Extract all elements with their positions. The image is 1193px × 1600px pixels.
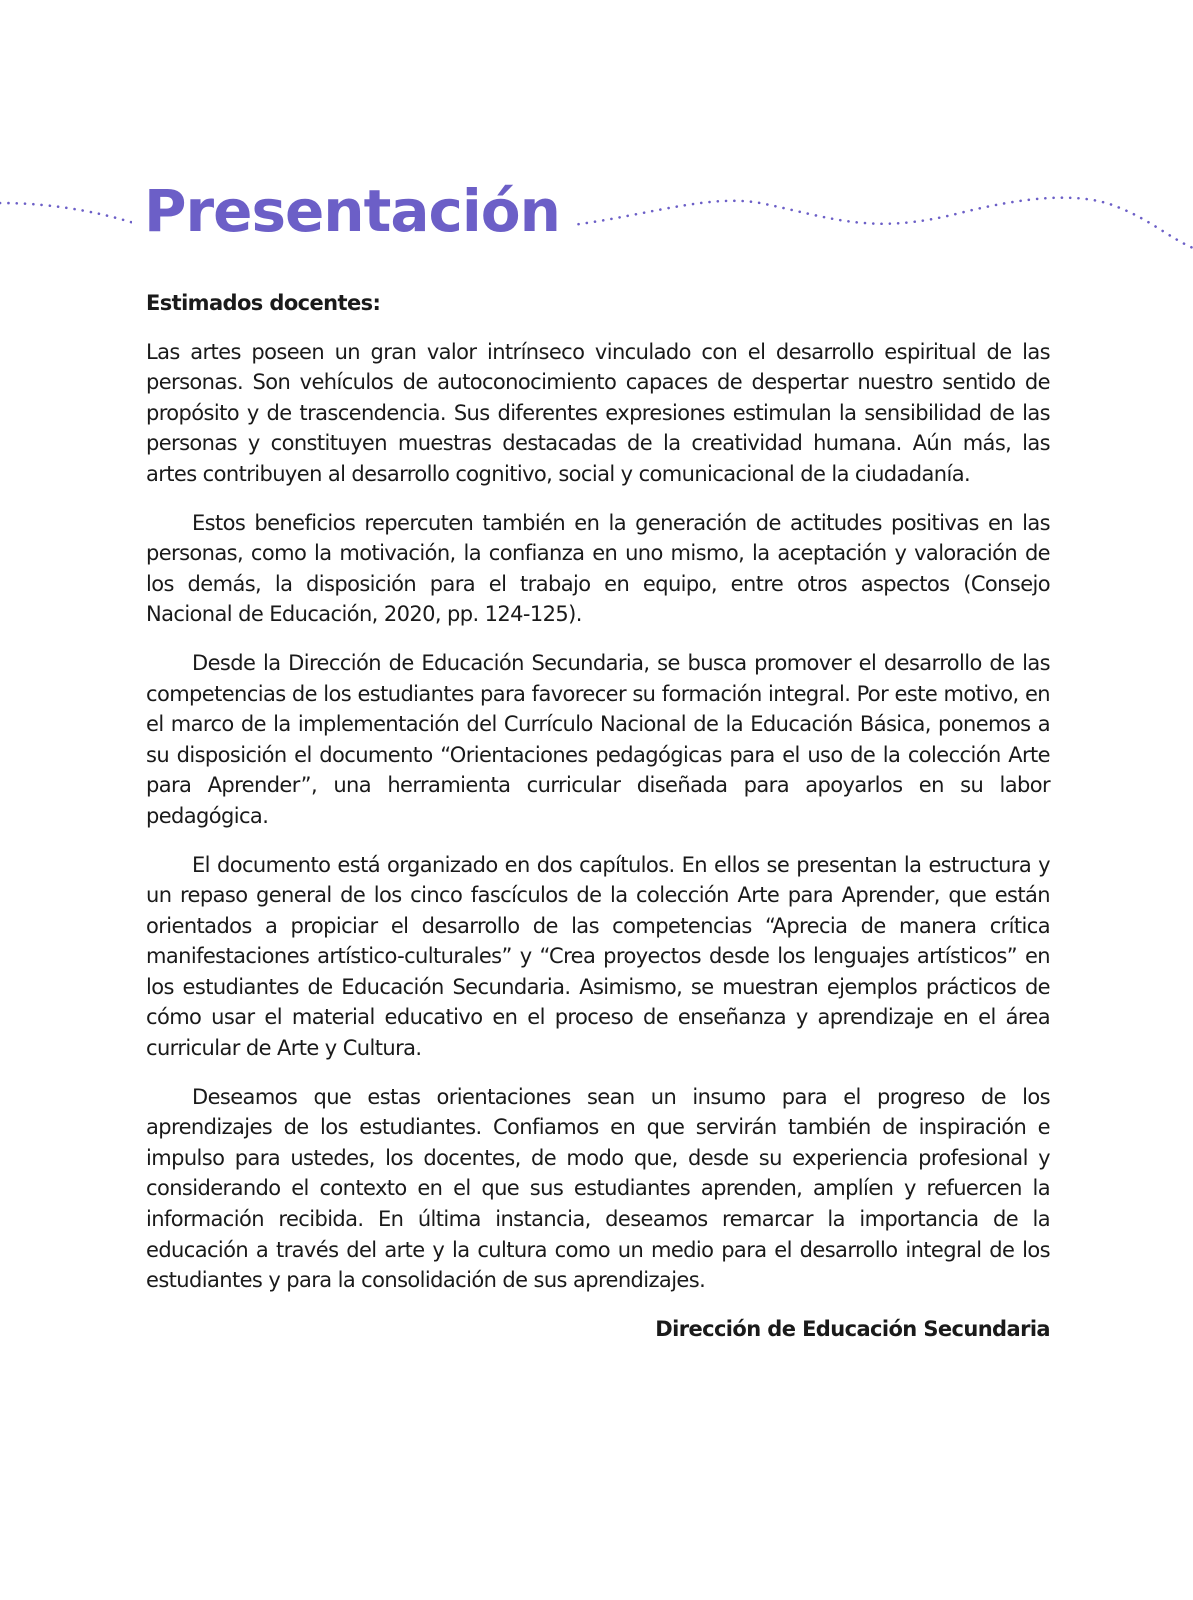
salutation: Estimados docentes: (146, 291, 381, 315)
signature: Dirección de Educación Secundaria (655, 1316, 1050, 1341)
paragraph-5: Deseamos que estas orientaciones sean un insumo para el progreso de los aprendizajes de los estudiantes. Confiamos en que servirán también de inspiración e impulso para ustedes, los docentes, de modo que, desde su experiencia profesional y considerando el contexto en el que sus estudiantes aprenden, amplíen y refuercen la información recibida. En última instancia, deseamos remarcar la importancia de la educación a través del arte y la cultura como un medio para el desarrollo integral de los estudiantes y para la consolidación de sus aprendizajes. (146, 1084, 1050, 1293)
presentation-body (146, 288, 1050, 1344)
paragraph-2: Estos beneficios repercuten también en la generación de actitudes positivas en las personas, como la motivación, la confianza en uno mismo, la aceptación y valoración de los demás, la disposición para el trabajo en equipo, entre otros aspectos (Consejo Nacional de Educación, 2020, pp. 124-125). (146, 510, 1050, 627)
paragraph-4: El documento está organizado en dos capítulos. En ellos se presentan la estructura y un repaso general de los cinco fascículos de la colección Arte para Aprender, que están orientados a propiciar el desarrollo de las competencias “Aprecia de manera crítica manifestaciones artístico-culturales” y “Crea proyectos desde los lenguajes artísticos” en los estudiantes de Educación Secundaria. Asimismo, se muestran ejemplos prácticos de cómo usar el material educativo en el proceso de enseñanza y aprendizaje en el área curricular de Arte y Cultura. (146, 852, 1050, 1061)
page-title: Presentación (132, 176, 572, 246)
paragraph-3: Desde la Dirección de Educación Secundaria, se busca promover el desarrollo de las competencias de los estudiantes para favorecer su formación integral. Por este motivo, en el marco de la implementación del Currículo Nacional de la Educación Básica, ponemos a su disposición el documento “Orientaciones pedagógicas para el uso de la colección Arte para Aprender”, una herramienta curricular diseñada para apoyarlos en su labor pedagógica. (146, 650, 1050, 828)
title-band (0, 170, 1193, 260)
paragraph-1: Las artes poseen un gran valor intrínseco vinculado con el desarrollo espiritual de las personas. Son vehículos de autoconocimiento capaces de despertar nuestro sentido de propósito y de trascendencia. Sus diferentes expresiones estimulan la sensibilidad de las personas y constituyen muestras destacadas de la creatividad humana. Aún más, las artes contribuyen al desarrollo cognitivo, social y comunicacional de la ciudadanía. (146, 339, 1050, 486)
